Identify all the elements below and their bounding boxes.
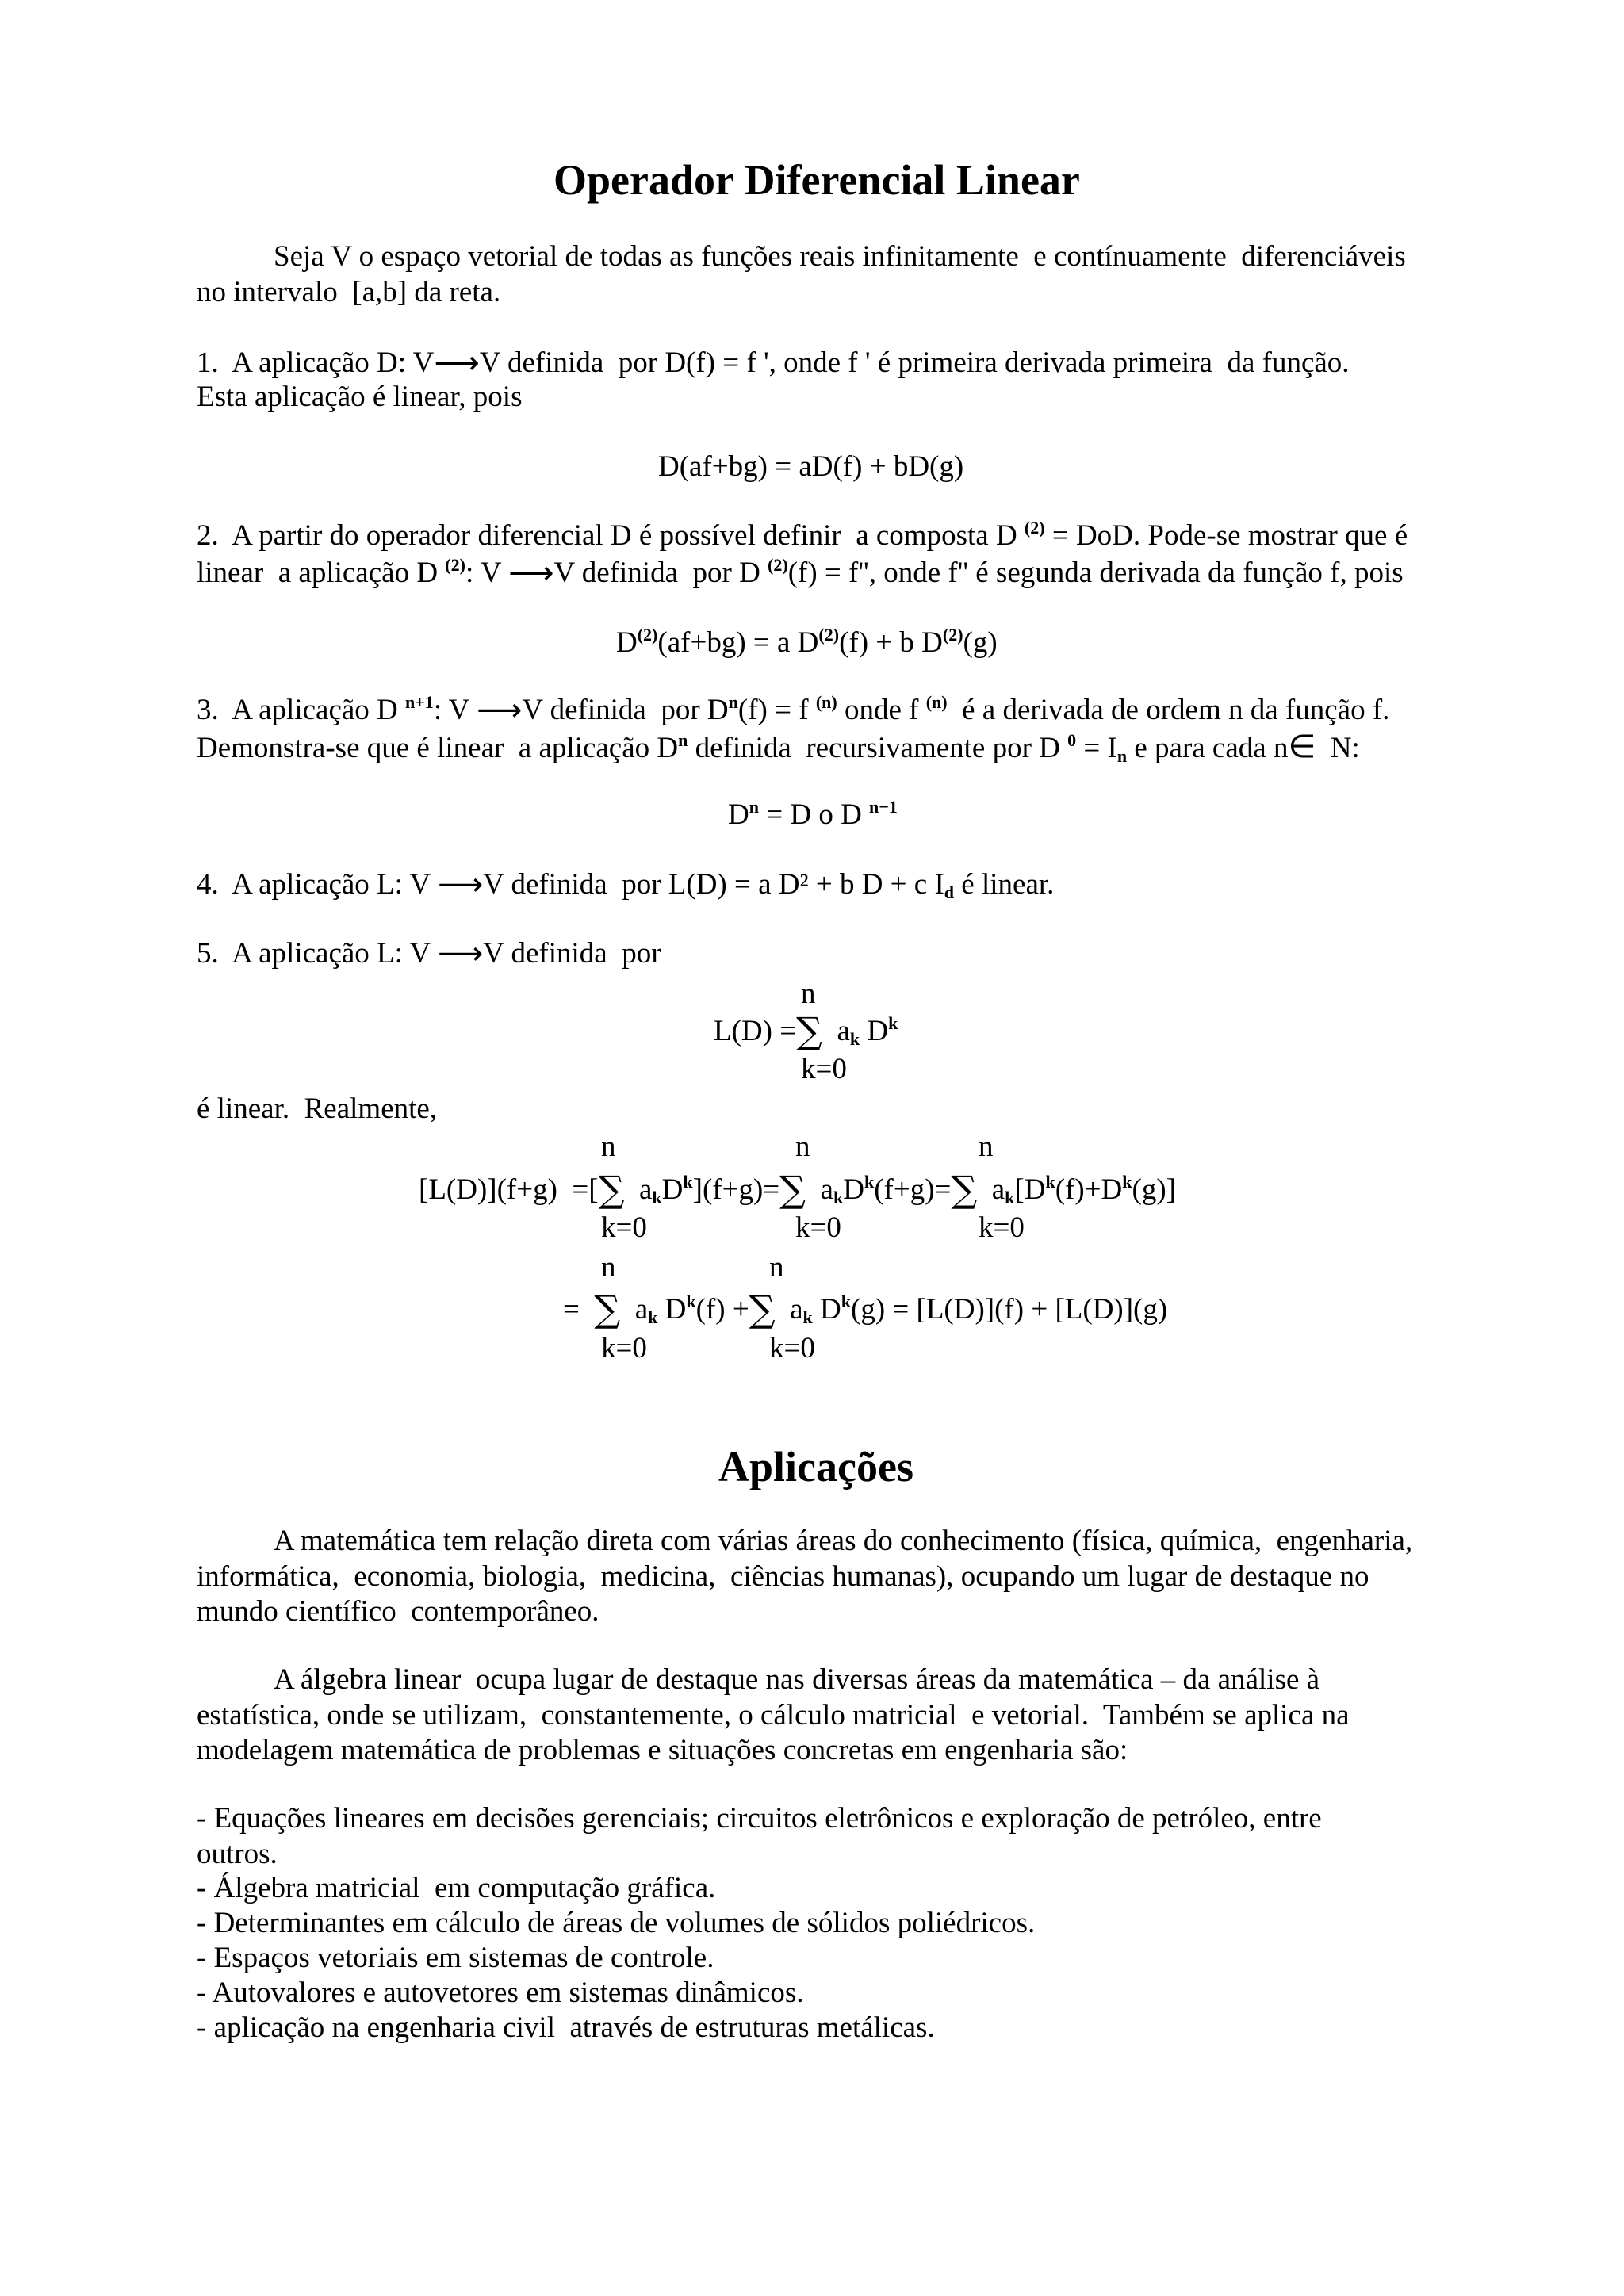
superscript: n+1: [405, 692, 434, 712]
superscript: k: [683, 1172, 693, 1192]
proof-row-2: [563, 1288, 1168, 1330]
intro-line-1: Seja V o espaço vetorial de todas as funções reais infinitamente e contínuamente diferenciáveis: [274, 240, 1406, 273]
sum-lower-limit: k=0: [769, 1332, 815, 1364]
superscript: n: [678, 730, 688, 750]
list-item-continuation: outros.: [197, 1838, 278, 1870]
superscript: n: [749, 797, 759, 817]
superscript: k: [686, 1292, 696, 1311]
superscript: (n): [815, 692, 837, 712]
proof-text: =: [563, 1293, 580, 1326]
proof-text: D: [843, 1173, 864, 1206]
proof-text: (g) = [L(D)](f) + [L(D)](g): [851, 1293, 1168, 1326]
list-item: - aplicação na engenharia civil através de estruturas metálicas.: [197, 2011, 935, 2044]
superscript: (2): [637, 625, 658, 645]
page-title: Operador Diferencial Linear: [553, 156, 1080, 204]
formula-part: a: [822, 1015, 850, 1047]
subscript: n: [1116, 746, 1128, 766]
apps-p2-line-3: modelagem matemática de problemas e situações concretas em engenharia são:: [197, 1734, 1128, 1766]
apps-p1-line-1: A matemática tem relação direta com várias áreas do conhecimento (física, química, engenharia,: [274, 1525, 1413, 1557]
proof-text: a: [775, 1293, 803, 1326]
item-3-line-2: [197, 731, 1360, 765]
list-item: - Equações lineares em decisões gerenciais; circuitos eletrônicos e exploração de petróleo, entre: [197, 1802, 1322, 1835]
item-4-text: V definida por L(D) = a D² + b D + c I: [483, 868, 944, 901]
sum-lower-limit: k=0: [979, 1211, 1025, 1244]
superscript: k: [864, 1172, 875, 1192]
item-2-text-e: V definida por D: [553, 557, 768, 589]
element-of-icon: ∈: [1288, 729, 1316, 765]
list-item: - Autovalores e autovetores em sistemas dinâmicos.: [197, 1976, 804, 2009]
item-3-line-1: [197, 692, 1390, 729]
item-4-text: 4. A aplicação L: V: [197, 868, 438, 901]
item-5-after: é linear. Realmente,: [197, 1093, 438, 1125]
item-3-text: : V: [433, 694, 477, 726]
item-3-text: Demonstra-se que é linear a aplicação D: [197, 732, 679, 764]
sum-upper-limit: n: [795, 1131, 810, 1163]
superscript: (n): [925, 692, 948, 712]
proof-text: [D: [1014, 1173, 1046, 1206]
item-3-formula: [728, 798, 898, 829]
proof-text: D: [812, 1293, 841, 1326]
sum-upper-limit: n: [979, 1131, 994, 1163]
subscript: d: [944, 882, 955, 902]
formula-part: = D o D: [758, 798, 870, 831]
item-3-text: N:: [1316, 732, 1360, 764]
item-1-formula: D(af+bg) = aD(f) + bD(g): [658, 450, 964, 483]
right-arrow-icon: ⟶: [437, 867, 484, 903]
item-3-text: 3. A aplicação D: [197, 694, 406, 726]
subscript: k: [802, 1307, 813, 1327]
superscript: (2): [445, 555, 465, 575]
list-item: - Álgebra matricial em computação gráfica.: [197, 1872, 716, 1904]
proof-text: a: [806, 1173, 833, 1206]
item-3-text: onde f: [837, 694, 926, 726]
item-4-text: é linear.: [954, 868, 1055, 901]
proof-text: (f+g)=: [874, 1173, 952, 1206]
superscript: n−1: [869, 797, 898, 817]
item-1-line-1: [197, 347, 1350, 379]
list-item: - Espaços vetoriais em sistemas de controle.: [197, 1942, 714, 1974]
apps-p2-line-2: estatística, onde se utilizam, constantemente, o cálculo matricial e vetorial. Também se aplica na: [197, 1699, 1350, 1732]
proof-text: a: [977, 1173, 1005, 1206]
proof-text: (f) +: [695, 1293, 749, 1326]
sum-lower-limit: k=0: [795, 1211, 841, 1244]
item-3-text: = I: [1076, 732, 1117, 764]
list-item: - Determinantes em cálculo de áreas de volumes de sólidos poliédricos.: [197, 1907, 1036, 1939]
subscript: k: [849, 1029, 860, 1049]
apps-p1-line-2: informática, economia, biologia, medicina, ciências humanas), ocupando um lugar de destaque no: [197, 1560, 1369, 1593]
item-2-text-d: : V: [465, 557, 509, 589]
sum-lower-limit: k=0: [601, 1332, 647, 1364]
superscript: k: [1045, 1172, 1055, 1192]
summation-icon: ∑: [796, 1009, 822, 1052]
item-5-text: V definida por: [483, 937, 661, 970]
superscript: (2): [768, 555, 788, 575]
right-arrow-icon: ⟶: [508, 555, 554, 591]
item-2-line-2: [197, 557, 1404, 589]
proof-text: a: [620, 1293, 649, 1326]
subscript: k: [1005, 1188, 1015, 1207]
proof-text: [L(D)](f+g) =[: [419, 1173, 599, 1206]
summation-icon: ∑: [749, 1288, 776, 1330]
proof-text: a: [624, 1173, 653, 1206]
superscript: n: [728, 692, 738, 712]
right-arrow-icon: ⟶: [476, 692, 523, 729]
item-2-text-b: = DoD. Pode-se mostrar que é: [1044, 519, 1408, 552]
item-1-text-b: V definida por D(f) = f ', onde f ' é primeira derivada primeira da função.: [479, 346, 1350, 379]
item-3-text: (f) = f: [737, 694, 816, 726]
subscript: k: [652, 1188, 662, 1207]
item-2-text-c: linear a aplicação D: [197, 557, 446, 589]
proof-text: ](f+g)=: [692, 1173, 780, 1206]
item-1-text-a: 1. A aplicação D: V: [197, 346, 435, 379]
sum-lower-limit: k=0: [601, 1211, 647, 1244]
right-arrow-icon: ⟶: [437, 936, 484, 972]
intro-line-2: no intervalo [a,b] da reta.: [197, 276, 501, 308]
apps-p2-line-1: A álgebra linear ocupa lugar de destaque nas diversas áreas da matemática – da análise à: [274, 1663, 1320, 1696]
summation-icon: ∑: [779, 1168, 806, 1211]
subscript: k: [833, 1188, 844, 1207]
formula-part: D: [860, 1015, 889, 1047]
superscript: (2): [942, 625, 963, 645]
proof-text: (g)]: [1132, 1173, 1176, 1206]
superscript: k: [888, 1013, 898, 1033]
proof-text: D: [661, 1173, 684, 1206]
item-5-line: [197, 938, 661, 970]
formula-part: D: [728, 798, 749, 831]
sum-upper-limit: n: [801, 978, 816, 1010]
item-3-text: definida recursivamente por D: [688, 732, 1068, 764]
item-2-formula: [616, 626, 998, 657]
right-arrow-icon: ⟶: [434, 345, 480, 381]
summation-icon: ∑: [594, 1288, 621, 1330]
proof-text: (f)+D: [1055, 1173, 1123, 1206]
apps-p1-line-3: mundo científico contemporâneo.: [197, 1595, 599, 1628]
item-5-formula: [714, 1009, 898, 1052]
superscript: 0: [1067, 730, 1077, 750]
summation-icon: ∑: [951, 1168, 978, 1211]
item-4-line: [197, 869, 1054, 901]
item-2-text-a: 2. A partir do operador diferencial D é possível definir a composta D: [197, 519, 1025, 552]
section-heading: Aplicações: [718, 1443, 914, 1490]
formula-part: (g): [963, 626, 998, 659]
item-3-text: e para cada n: [1127, 732, 1289, 764]
item-2-line-1: [197, 519, 1408, 550]
superscript: k: [841, 1292, 851, 1311]
item-3-text: é a derivada de ordem n da função f.: [947, 694, 1390, 726]
item-1-line-2: Esta aplicação é linear, pois: [197, 381, 523, 413]
subscript: k: [648, 1307, 658, 1327]
sum-upper-limit: n: [769, 1251, 784, 1284]
superscript: (2): [1024, 518, 1045, 538]
sum-upper-limit: n: [601, 1131, 616, 1163]
proof-row-1: [419, 1168, 1176, 1211]
sum-lower-limit: k=0: [801, 1053, 847, 1085]
formula-part: (af+bg) = a D: [657, 626, 819, 659]
superscript: (2): [818, 625, 840, 645]
superscript: k: [1122, 1172, 1132, 1192]
formula-part: D: [616, 626, 638, 659]
formula-part: L(D) =: [714, 1015, 797, 1047]
proof-text: D: [657, 1293, 687, 1326]
item-3-text: V definida por D: [522, 694, 729, 726]
item-5-text: 5. A aplicação L: V: [197, 937, 438, 970]
item-2-text-f: (f) = f'', onde f'' é segunda derivada da função f, pois: [787, 557, 1404, 589]
sum-upper-limit: n: [601, 1251, 616, 1284]
summation-icon: ∑: [598, 1168, 625, 1211]
formula-part: (f) + b D: [839, 626, 943, 659]
